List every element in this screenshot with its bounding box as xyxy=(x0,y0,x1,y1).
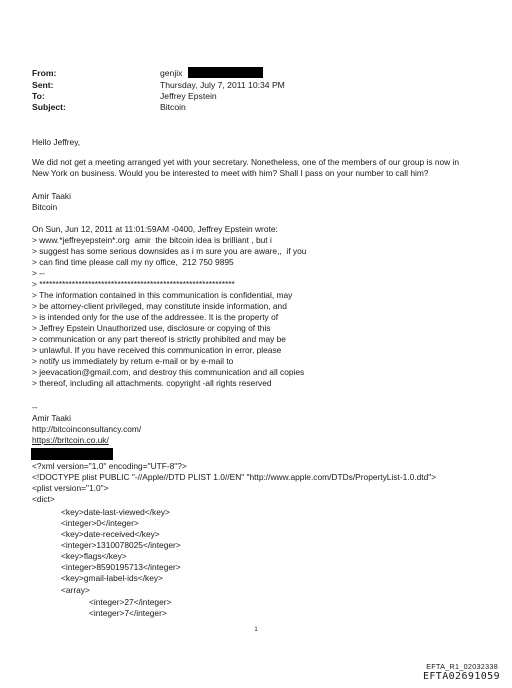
signature-link[interactable]: https://britcoin.co.uk/ xyxy=(32,435,109,445)
page-number: 1 xyxy=(254,627,258,633)
subject-value: Bitcoin xyxy=(160,102,186,112)
quoted-line: > notify us immediately by return e-mail or by e-mail to xyxy=(32,356,234,366)
greeting: Hello Jeffrey, xyxy=(32,137,81,147)
bates-reference: EFTA02691059 xyxy=(422,671,500,682)
quoted-line: > www.*jeffreyepstein*.org amir the bitcoin idea is brilliant , but i xyxy=(32,235,272,245)
xml-line: <!DOCTYPE plist PUBLIC "-//Apple//DTD PLIST 1.0//EN" "http://www.apple.com/DTDs/PropertyList-1.0.dtd"> xyxy=(32,472,437,482)
redaction-block xyxy=(31,448,113,460)
xml-line: <integer>0</integer> xyxy=(61,518,139,528)
xml-line: <integer>7</integer> xyxy=(89,608,167,618)
quoted-line: > ************************************************************ xyxy=(32,279,235,289)
quoted-line: > -- xyxy=(32,268,45,278)
body-paragraph-line: We did not get a meeting arranged yet with your secretary. Nonetheless, one of the members of our group is now in xyxy=(32,157,460,167)
quoted-line: > be attorney-client privileged, may constitute inside information, and xyxy=(32,301,287,311)
signature-name: Amir Taaki xyxy=(32,191,71,201)
xml-line: <integer>8590195713</integer> xyxy=(61,562,181,572)
from-label: From: xyxy=(32,68,57,78)
quoted-line: > suggest has some serious downsides as i m sure you are aware,, if you xyxy=(32,246,307,256)
quoted-line: On Sun, Jun 12, 2011 at 11:01:59AM -0400, Jeffrey Epstein wrote: xyxy=(32,224,278,234)
xml-line: <array> xyxy=(61,585,90,595)
signature-org: Bitcoin xyxy=(32,202,58,212)
to-value: Jeffrey Epstein xyxy=(160,91,217,101)
quoted-line: > The information contained in this communication is confidential, may xyxy=(32,290,293,300)
xml-line: <key>gmail-label-ids</key> xyxy=(61,573,163,583)
xml-line: <integer>27</integer> xyxy=(89,597,172,607)
bates-reference: EFTA_R1_02032338 xyxy=(426,662,498,671)
signature-dashes: -- xyxy=(32,402,38,412)
quoted-line: > thereof, including all attachments. copyright -all rights reserved xyxy=(32,378,272,388)
body-paragraph-line: New York on business. Would you be interested to meet with him? Shall I pass on your number to call him? xyxy=(32,168,429,178)
redaction-block xyxy=(188,67,263,78)
sent-label: Sent: xyxy=(32,80,54,90)
quoted-line: > jeevacation@gmail.com, and destroy this communication and all copies xyxy=(32,367,305,377)
quoted-line: > communication or any part thereof is strictly prohibited and may be xyxy=(32,334,286,344)
from-value: genjix xyxy=(160,68,183,78)
quoted-line: > Jeffrey Epstein Unauthorized use, disclosure or copying of this xyxy=(32,323,271,333)
xml-line: <dict> xyxy=(32,494,55,504)
sent-value: Thursday, July 7, 2011 10:34 PM xyxy=(160,80,285,90)
subject-label: Subject: xyxy=(32,102,66,112)
xml-line: <integer>1310078025</integer> xyxy=(61,540,181,550)
quoted-line: > is intended only for the use of the addressee. It is the property of xyxy=(32,312,279,322)
signature-link[interactable]: http://bitcoinconsultancy.com/ xyxy=(32,424,142,434)
quoted-line: > can find time please call my ny office, 212 750 9895 xyxy=(32,257,234,267)
to-label: To: xyxy=(32,91,45,101)
xml-line: <?xml version="1.0" encoding="UTF-8"?> xyxy=(32,461,187,471)
xml-line: <plist version="1.0"> xyxy=(32,483,109,493)
xml-line: <key>date-received</key> xyxy=(61,529,160,539)
xml-line: <key>flags</key> xyxy=(61,551,127,561)
quoted-line: > unlawful. If you have received this communication in error, please xyxy=(32,345,282,355)
xml-line: <key>date-last-viewed</key> xyxy=(61,507,170,517)
signature-name: Amir Taaki xyxy=(32,413,71,423)
